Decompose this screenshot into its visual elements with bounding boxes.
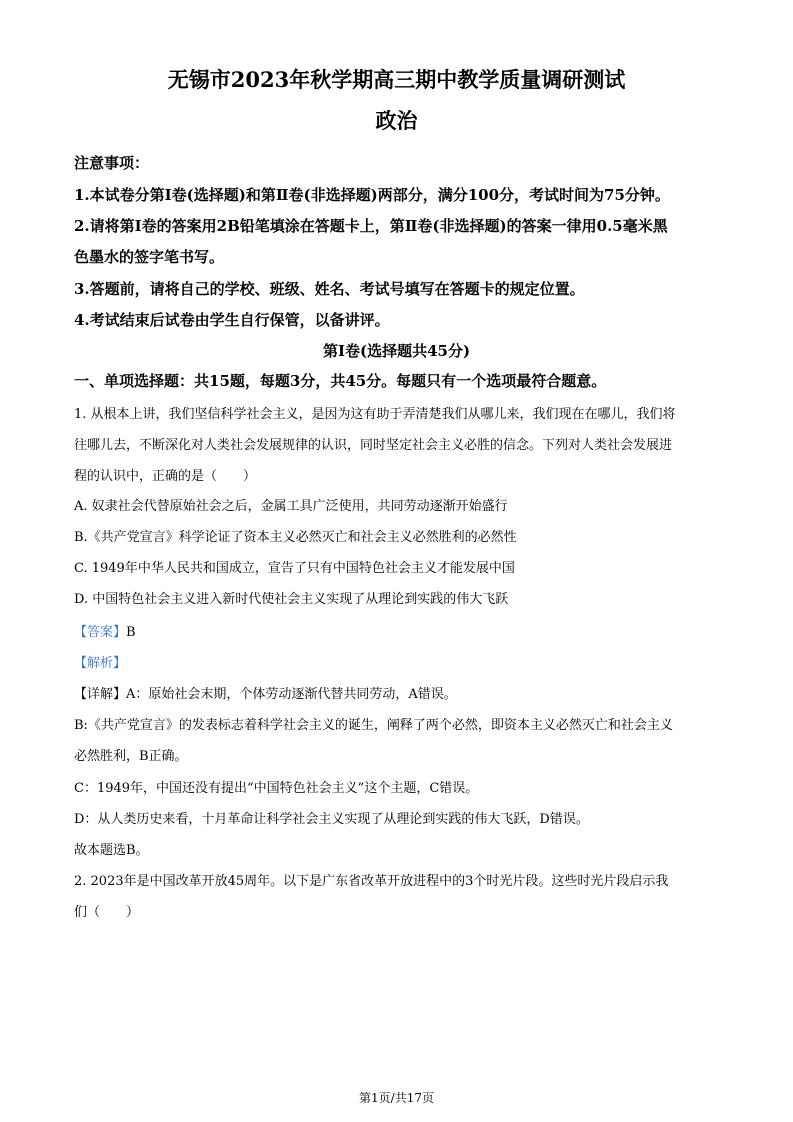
notice-item: 2.请将第Ⅰ卷的答案用2B铅笔填涂在答题卡上，第Ⅱ卷(非选择题)的答案一律用0.5毫米黑 (74, 217, 668, 235)
question-stem-line: 1. 从根本上讲，我们坚信科学社会主义，是因为这有助于弄清楚我们从哪儿来，我们现在在哪儿，我们将 (74, 407, 676, 422)
question-stem-line: 往哪儿去，不断深化对人类社会发展规律的认识，同时坚定社会主义必胜的信念。下列对人类社会发展进 (74, 438, 673, 453)
answer-value: B (126, 625, 136, 640)
exam-title: 无锡市2023年秋学期高三期中教学质量调研测试 (167, 67, 626, 92)
detail-line (74, 683, 457, 702)
detail-line: D：从人类历史来看，十月革命让科学社会主义实现了从理论到实践的伟大飞跃，D错误。 (74, 812, 589, 827)
question-stem-line: 程的认识中，正确的是（ ） (74, 469, 257, 484)
option-b: B.《共产党宣言》科学论证了资本主义必然灭亡和社会主义必然胜利的必然性 (74, 530, 517, 545)
section-title: 第Ⅰ卷(选择题共45分) (322, 342, 471, 360)
conclusion-line: 故本题选B。 (74, 843, 149, 858)
detail-line: C：1949年，中国还没有提出“中国特色社会主义”这个主题，C错误。 (74, 781, 479, 796)
answer-tag: 【答案】 (74, 625, 127, 640)
page-number: 第1页/共17页 (359, 1091, 434, 1105)
option-c: C. 1949年中华人民共和国成立，宣告了只有中国特色社会主义才能发展中国 (74, 561, 515, 576)
answer-line (74, 621, 136, 640)
question-stem-line: 2. 2023年是中国改革开放45周年。以下是广东省改革开放进程中的3个时光片段。这些时光片段启示我 (74, 874, 669, 889)
notice-heading: 注意事项： (74, 154, 150, 172)
detail-text: A：原始社会末期，个体劳动逐渐代替共同劳动，A错误。 (126, 687, 457, 702)
option-a: A. 奴隶社会代替原始社会之后，金属工具广泛使用，共同劳动逐渐开始盛行 (74, 499, 508, 514)
detail-line: B:《共产党宣言》的发表标志着科学社会主义的诞生，阐释了两个必然，即资本主义必然灭亡和社会主义 (74, 718, 673, 733)
notice-item: 3.答题前，请将自己的学校、班级、姓名、考试号填写在答题卡的规定位置。 (74, 280, 585, 298)
subject-title: 政治 (375, 108, 418, 133)
analysis-tag: 【解析】 (74, 656, 127, 671)
question-stem-line: 们（ ） (74, 905, 140, 920)
notice-item: 色墨水的签字笔书写。 (74, 248, 225, 266)
section-instruction: 一、单项选择题：共15题，每题3分，共45分。每题只有一个选项最符合题意。 (74, 372, 607, 390)
notice-item: 1.本试卷分第Ⅰ卷(选择题)和第Ⅱ卷(非选择题)两部分，满分100分，考试时间为75分钟。 (74, 186, 670, 204)
notice-item: 4.考试结束后试卷由学生自行保管，以备讲评。 (74, 311, 390, 329)
detail-tag: 【详解】 (74, 687, 127, 702)
option-d: D. 中国特色社会主义进入新时代使社会主义实现了从理论到实践的伟大飞跃 (74, 592, 509, 607)
detail-line: 必然胜利，B正确。 (74, 749, 188, 764)
